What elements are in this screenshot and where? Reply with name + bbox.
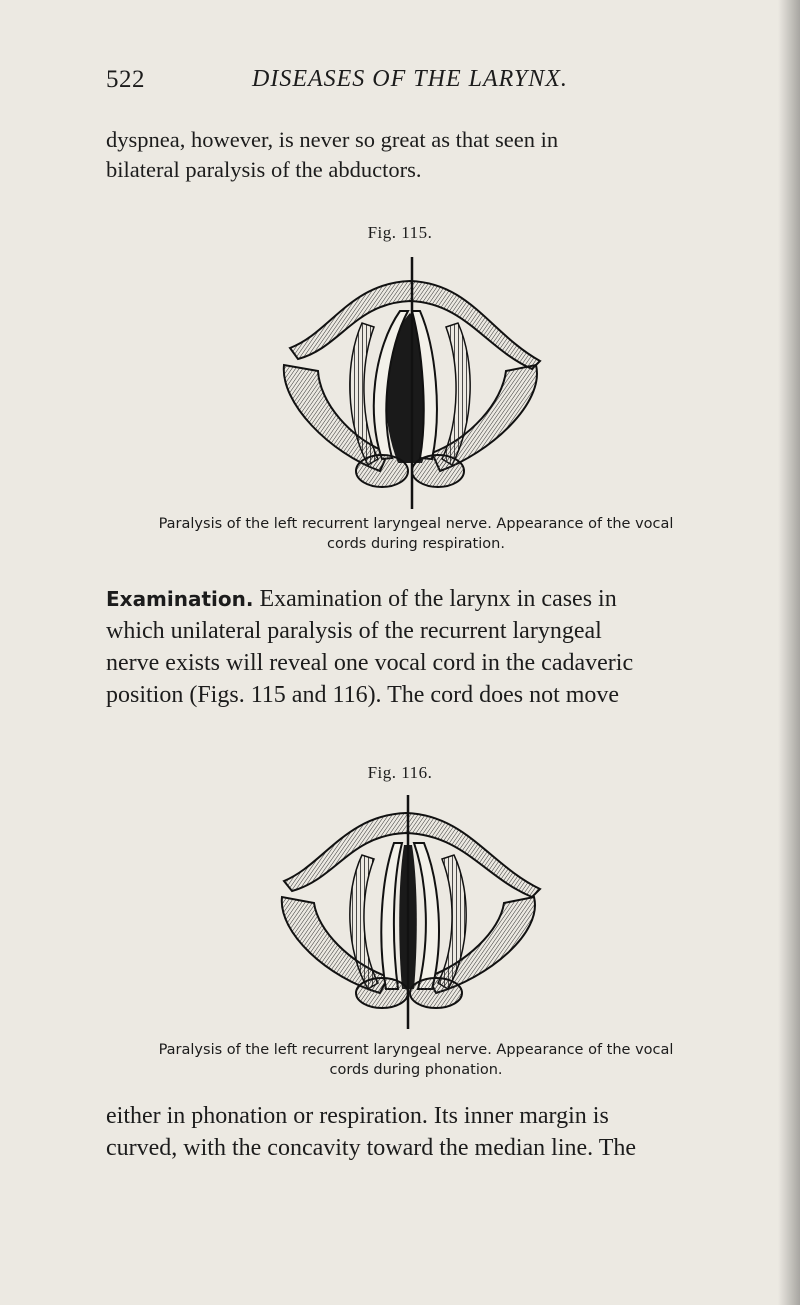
caption-line: Paralysis of the left recurrent laryngeal nerve. Appearance of the vocal [158,1042,674,1058]
larynx-illustration-respiration [270,253,550,513]
text-line: curved, with the concavity toward the median line. The [106,1135,637,1161]
paragraph-1 [106,125,726,185]
figure-116-caption [106,1040,726,1080]
text-line: dyspnea, however, is never so great as that seen in [106,127,559,152]
figure-116-label: Fig. 116. [367,763,433,782]
page-edge-shadow [778,0,800,1305]
caption-line: cords during respiration. [327,536,505,552]
text-line: bilateral paralysis of the abductors. [106,157,422,182]
text-line: which unilateral paralysis of the recurrent laryngeal [106,618,602,644]
text-line [106,583,726,615]
page-number: 522 [106,66,145,93]
paragraph-3 [106,1100,726,1164]
running-title: DISEASES OF THE LARYNX. [252,66,568,92]
running-head [106,62,706,102]
figure-115-caption [106,514,726,554]
larynx-illustration-phonation [268,793,548,1033]
caption-line: cords during phonation. [329,1062,503,1078]
caption-line: Paralysis of the left recurrent laryngeal nerve. Appearance of the vocal [158,516,674,532]
paragraph-2 [106,583,726,711]
text-line: nerve exists will reveal one vocal cord in the cadaveric [106,650,634,676]
figure-115-label: Fig. 115. [367,223,433,242]
section-heading: Examination. [106,587,254,611]
text-line: either in phonation or respiration. Its inner margin is [106,1103,609,1129]
text-line: position (Figs. 115 and 116). The cord does not move [106,682,620,708]
text-fragment: Examination of the larynx in cases in [259,586,617,612]
